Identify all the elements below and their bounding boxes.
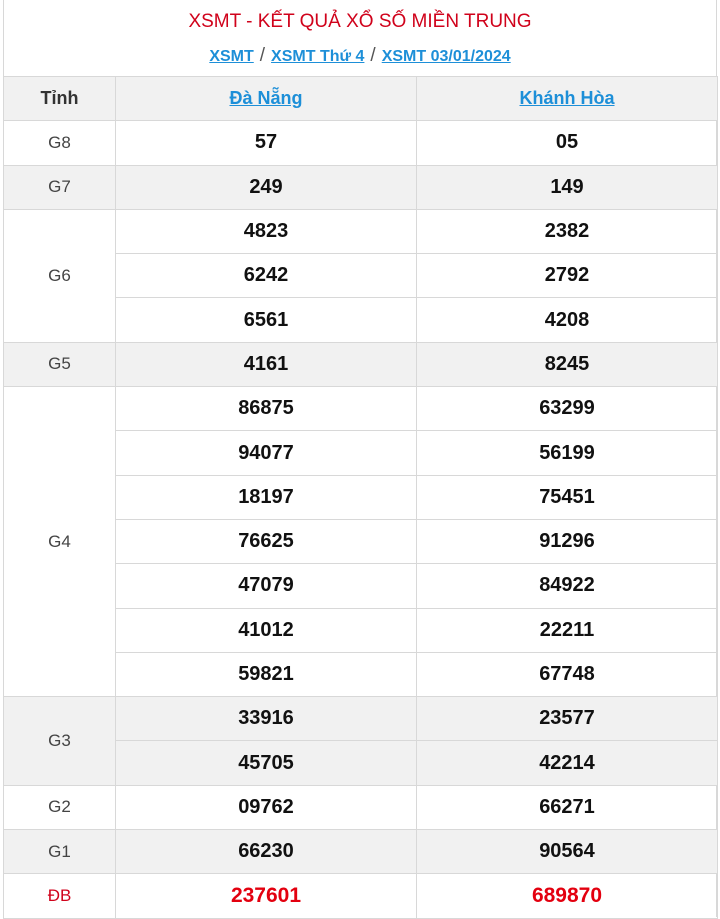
result-da-nang: 59821 bbox=[116, 652, 417, 696]
results-table bbox=[3, 76, 718, 919]
result-da-nang: 249 bbox=[116, 165, 417, 209]
result-khanh-hoa: 90564 bbox=[417, 830, 718, 874]
result-da-nang: 4823 bbox=[116, 209, 417, 253]
table-row bbox=[4, 387, 718, 431]
result-da-nang: 6242 bbox=[116, 254, 417, 298]
prize-label: G8 bbox=[4, 121, 116, 165]
breadcrumb-separator: / bbox=[370, 45, 376, 66]
breadcrumb-separator: / bbox=[259, 45, 266, 66]
table-row bbox=[4, 342, 718, 386]
result-khanh-hoa: 4208 bbox=[417, 298, 718, 342]
table-row bbox=[4, 785, 718, 829]
result-da-nang: 237601 bbox=[116, 874, 417, 918]
breadcrumb-weekday-link[interactable]: XSMT Thứ 4 bbox=[271, 48, 365, 65]
prize-label: G4 bbox=[4, 387, 116, 697]
result-da-nang: 76625 bbox=[116, 519, 417, 563]
result-khanh-hoa: 63299 bbox=[417, 387, 718, 431]
result-da-nang: 18197 bbox=[116, 475, 417, 519]
table-row bbox=[4, 209, 718, 253]
result-khanh-hoa: 56199 bbox=[417, 431, 718, 475]
table-row bbox=[4, 165, 718, 209]
result-da-nang: 41012 bbox=[116, 608, 417, 652]
result-khanh-hoa: 05 bbox=[417, 121, 718, 165]
result-khanh-hoa: 22211 bbox=[417, 608, 718, 652]
result-da-nang: 4161 bbox=[116, 342, 417, 386]
result-khanh-hoa: 8245 bbox=[417, 342, 718, 386]
province-column-header: Tỉnh bbox=[4, 77, 116, 121]
prize-label: G2 bbox=[4, 785, 116, 829]
result-da-nang: 66230 bbox=[116, 830, 417, 874]
result-khanh-hoa: 75451 bbox=[417, 475, 718, 519]
table-row bbox=[4, 830, 718, 874]
prize-label: G5 bbox=[4, 342, 116, 386]
table-row bbox=[4, 697, 718, 741]
result-khanh-hoa: 42214 bbox=[417, 741, 718, 785]
result-khanh-hoa: 66271 bbox=[417, 785, 718, 829]
result-khanh-hoa: 689870 bbox=[417, 874, 718, 918]
result-khanh-hoa: 91296 bbox=[417, 519, 718, 563]
page-title: XSMT - KẾT QUẢ XỔ SỐ MIỀN TRUNG bbox=[188, 11, 532, 32]
result-da-nang: 09762 bbox=[116, 785, 417, 829]
province-link-khanh-hoa[interactable]: Khánh Hòa bbox=[519, 88, 615, 109]
result-da-nang: 47079 bbox=[116, 564, 417, 608]
result-da-nang: 6561 bbox=[116, 298, 417, 342]
breadcrumb-date-link[interactable]: XSMT 03/01/2024 bbox=[381, 48, 511, 65]
prize-label: G7 bbox=[4, 165, 116, 209]
result-da-nang: 45705 bbox=[116, 741, 417, 785]
prize-label: ĐB bbox=[4, 874, 116, 918]
result-khanh-hoa: 84922 bbox=[417, 564, 718, 608]
table-header-row bbox=[4, 77, 718, 121]
prize-label: G6 bbox=[4, 209, 116, 342]
breadcrumb-xsmt-link[interactable]: XSMT bbox=[209, 48, 254, 65]
table-row bbox=[4, 874, 718, 918]
result-khanh-hoa: 2792 bbox=[417, 254, 718, 298]
result-da-nang: 86875 bbox=[116, 387, 417, 431]
result-khanh-hoa: 67748 bbox=[417, 652, 718, 696]
result-da-nang: 33916 bbox=[116, 697, 417, 741]
breadcrumb bbox=[0, 45, 720, 67]
result-khanh-hoa: 149 bbox=[417, 165, 718, 209]
prize-label: G1 bbox=[4, 830, 116, 874]
result-da-nang: 94077 bbox=[116, 431, 417, 475]
result-khanh-hoa: 2382 bbox=[417, 209, 718, 253]
province-link-da-nang[interactable]: Đà Nẵng bbox=[229, 88, 303, 109]
result-khanh-hoa: 23577 bbox=[417, 697, 718, 741]
result-da-nang: 57 bbox=[116, 121, 417, 165]
prize-label: G3 bbox=[4, 697, 116, 786]
table-row bbox=[4, 121, 718, 165]
